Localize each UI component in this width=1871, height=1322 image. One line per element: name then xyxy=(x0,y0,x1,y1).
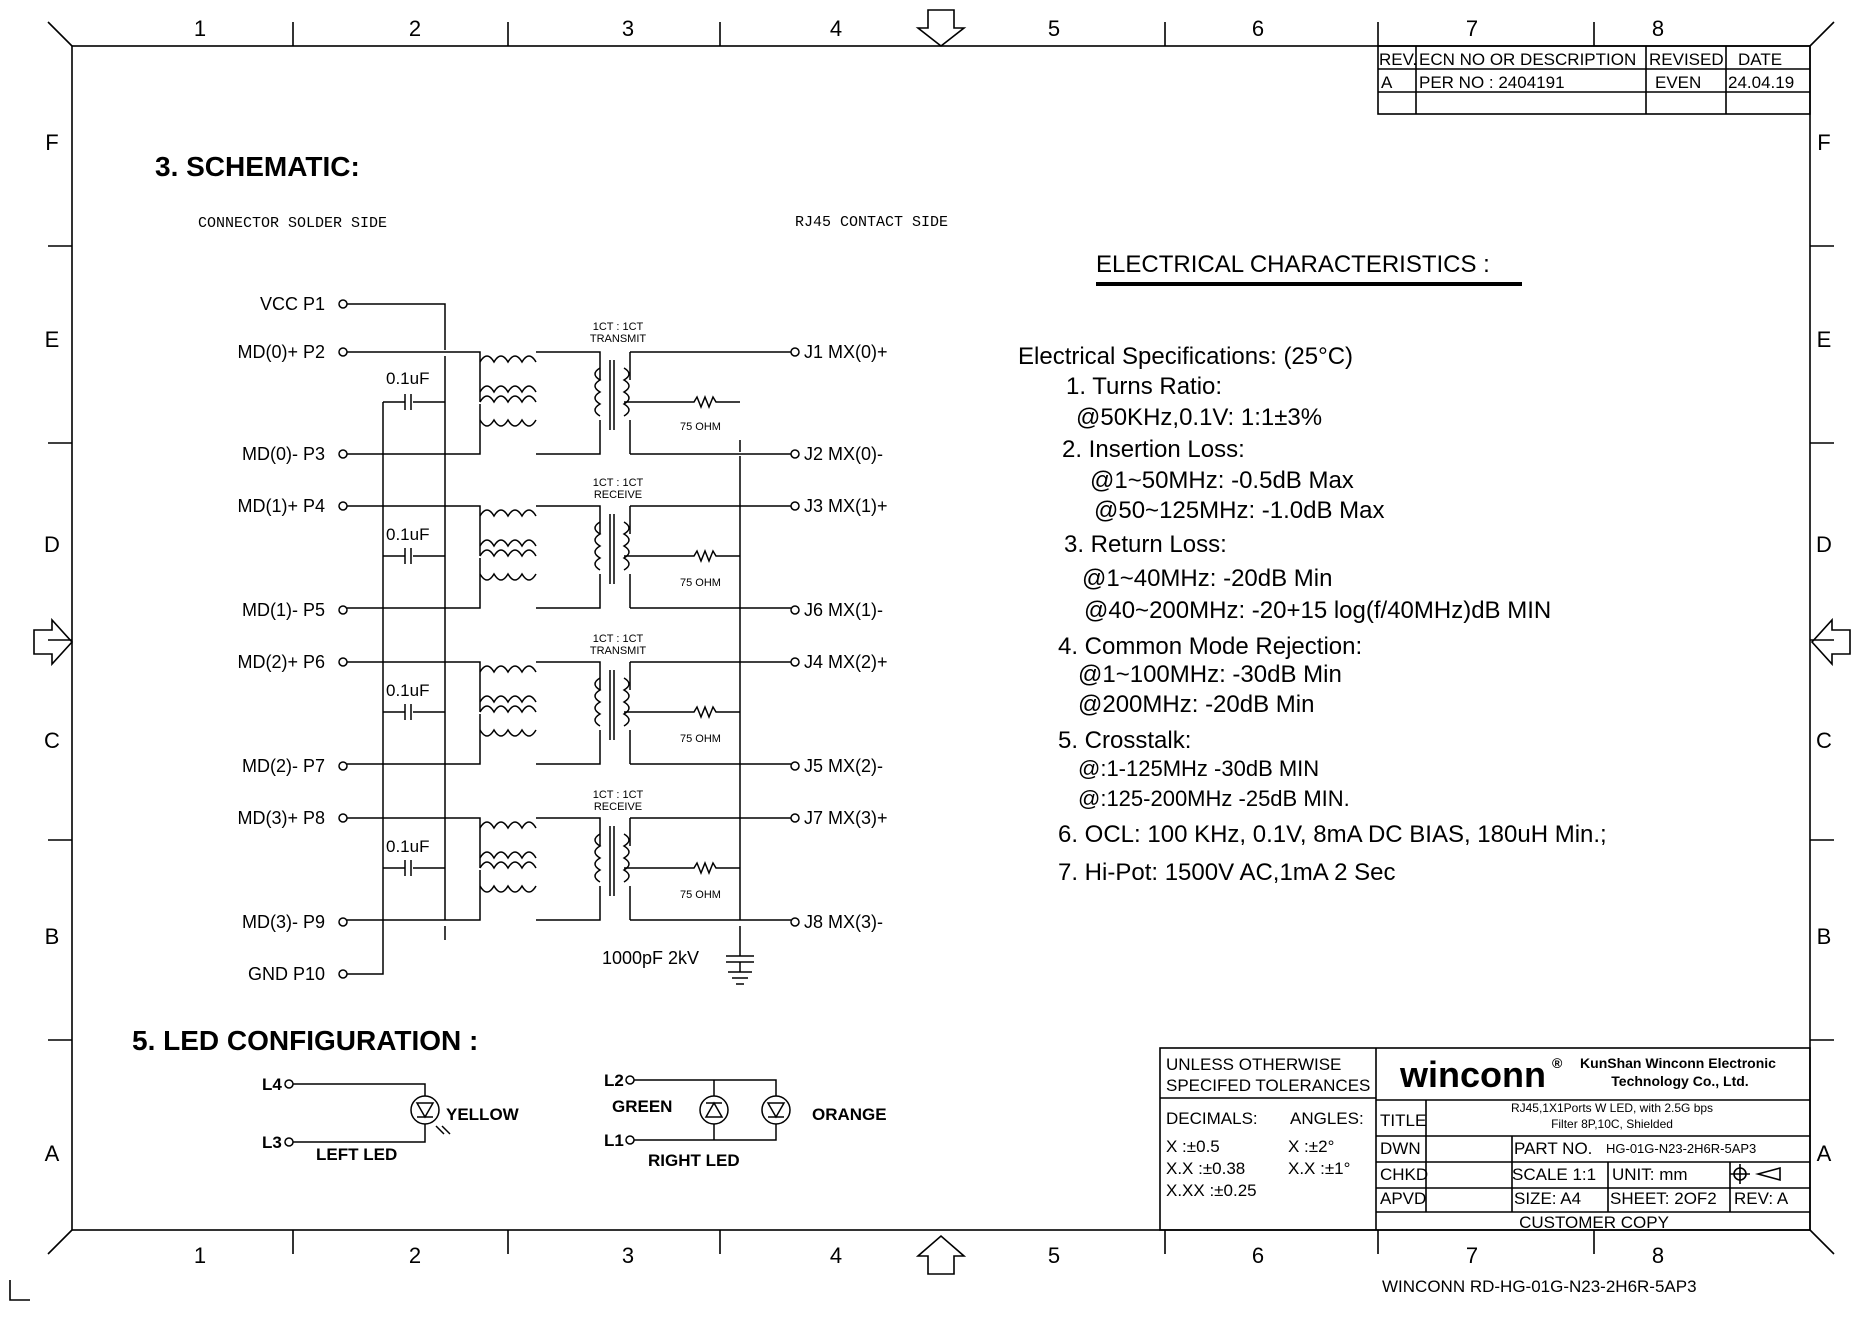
ang-x: X :±2° xyxy=(1288,1137,1335,1156)
electrical-title: ELECTRICAL CHARACTERISTICS : xyxy=(1096,251,1490,278)
zone-row-right: A xyxy=(1816,1141,1832,1166)
zone-row-left: A xyxy=(44,1141,60,1166)
channel-ratio: 1CT : 1CT xyxy=(592,321,644,333)
tol-xxx: X.XX :±0.25 xyxy=(1166,1181,1257,1200)
zone-row-right: F xyxy=(1817,130,1831,155)
hv-cap-label: 1000pF 2kV xyxy=(602,948,700,968)
led-config-title: 5. LED CONFIGURATION : xyxy=(132,1025,479,1056)
part-no-value: HG-01G-N23-2H6R-5AP3 xyxy=(1606,1141,1757,1156)
channel-resistor: 75 OHM xyxy=(680,733,721,745)
zone-row-right: D xyxy=(1816,532,1832,557)
spec-line: Electrical Specifications: (25°C) xyxy=(1018,343,1354,370)
zone-col-bottom: 7 xyxy=(1465,1243,1479,1268)
pin-label-left: MD(0)+ P2 xyxy=(237,342,325,362)
spec-line: @1~100MHz: -30dB Min xyxy=(1078,661,1342,688)
tolerances-title-2: SPECIFED TOLERANCES xyxy=(1166,1076,1371,1095)
channel-mode: TRANSMIT xyxy=(589,333,647,345)
rev-header-date: DATE xyxy=(1738,50,1783,69)
pin-label-right: J5 MX(2)- xyxy=(804,756,884,776)
pin-label-right: J7 MX(3)+ xyxy=(804,808,888,828)
zone-row-right: C xyxy=(1816,728,1832,753)
company-name-1: KunShan Winconn Electronic xyxy=(1580,1055,1776,1071)
channel-mode: RECEIVE xyxy=(593,801,643,813)
zone-col-bottom: 2 xyxy=(408,1243,422,1268)
size-value: SIZE: A4 xyxy=(1514,1189,1582,1208)
zone-col-top: 2 xyxy=(408,16,422,41)
spec-line: 4. Common Mode Rejection: xyxy=(1058,633,1363,660)
channel-mode: TRANSMIT xyxy=(589,645,647,657)
spec-line: @:1-125MHz -30dB MIN xyxy=(1078,756,1320,781)
led-right-label: RIGHT LED xyxy=(648,1151,740,1170)
spec-line: @:125-200MHz -25dB MIN. xyxy=(1078,786,1350,811)
spec-line: @200MHz: -20dB Min xyxy=(1078,691,1315,718)
pin-label-left: MD(1)+ P4 xyxy=(237,496,325,516)
centering-arrow-right xyxy=(1812,620,1850,664)
title-label: TITLE xyxy=(1380,1111,1427,1130)
pin-label-right: J6 MX(1)- xyxy=(804,600,884,620)
zone-col-top: 8 xyxy=(1651,16,1665,41)
rev-value: REV: A xyxy=(1734,1189,1789,1208)
channel-resistor: 75 OHM xyxy=(680,577,721,589)
pin-label-left: MD(3)- P9 xyxy=(241,912,325,932)
rev-cell-revised: EVEN xyxy=(1655,73,1702,92)
pin-label-left: MD(2)- P7 xyxy=(241,756,325,776)
channel-cap: 0.1uF xyxy=(386,525,430,544)
pin-label-right: J1 MX(0)+ xyxy=(804,342,888,362)
part-no-label: PART NO. xyxy=(1514,1139,1593,1158)
zone-col-bottom: 1 xyxy=(193,1243,207,1268)
channel-resistor: 75 OHM xyxy=(680,421,721,433)
pin-label-left: GND P10 xyxy=(247,964,325,984)
drawing-number: WINCONN RD-HG-01G-N23-2H6R-5AP3 xyxy=(1382,1277,1697,1296)
led-left-pin-top: L4 xyxy=(262,1075,282,1094)
channel-ratio: 1CT : 1CT xyxy=(592,789,644,801)
channel-ratio: 1CT : 1CT xyxy=(592,633,644,645)
channel-blocks xyxy=(347,352,791,920)
apvd-label: APVD xyxy=(1380,1189,1427,1208)
decimals-label: DECIMALS: xyxy=(1166,1109,1258,1128)
zone-row-left: E xyxy=(44,327,60,352)
angles-label: ANGLES: xyxy=(1290,1109,1364,1128)
spec-line: 2. Insertion Loss: xyxy=(1062,436,1245,463)
rev-cell-description: PER NO : 2404191 xyxy=(1419,73,1565,92)
pin-label-left: MD(1)- P5 xyxy=(241,600,325,620)
spec-line: 5. Crosstalk: xyxy=(1058,727,1192,754)
led-right-pin-top: L2 xyxy=(604,1071,624,1090)
led-left-color: YELLOW xyxy=(446,1105,519,1124)
channel-mode: RECEIVE xyxy=(593,489,643,501)
rev-cell-date: 24.04.19 xyxy=(1728,73,1795,92)
pin-label-left: MD(3)+ P8 xyxy=(237,808,325,828)
spec-line: @40~200MHz: -20+15 log(f/40MHz)dB MIN xyxy=(1084,597,1552,624)
ang-xx: X.X :±1° xyxy=(1288,1159,1351,1178)
zone-col-bottom: 5 xyxy=(1047,1243,1061,1268)
spec-line: 6. OCL: 100 KHz, 0.1V, 8mA DC BIAS, 180uH Min.; xyxy=(1058,821,1607,848)
pin-label-right: J2 MX(0)- xyxy=(804,444,884,464)
led-left-pin-bottom: L3 xyxy=(262,1133,282,1152)
zone-col-top: 6 xyxy=(1251,16,1265,41)
zone-row-left: B xyxy=(44,924,60,949)
led-right-pin-bottom: L1 xyxy=(604,1131,624,1150)
brand-logo: winconn xyxy=(1400,1054,1546,1095)
led-right-color-right: ORANGE xyxy=(812,1105,887,1124)
tol-x: X :±0.5 xyxy=(1166,1137,1220,1156)
tol-xx: X.X :±0.38 xyxy=(1166,1159,1246,1178)
channel-ratio: 1CT : 1CT xyxy=(592,477,644,489)
pin-label-right: J8 MX(3)- xyxy=(804,912,884,932)
channel-cap: 0.1uF xyxy=(386,837,430,856)
customer-copy: CUSTOMER COPY xyxy=(1519,1213,1669,1232)
zone-col-bottom: 4 xyxy=(829,1243,843,1268)
scale-value: SCALE 1:1 xyxy=(1512,1165,1597,1184)
pin-label-left: MD(0)- P3 xyxy=(241,444,325,464)
unit-value: UNIT: mm xyxy=(1612,1165,1688,1184)
pin-label-right: J4 MX(2)+ xyxy=(804,652,888,672)
title-line-1: RJ45,1X1Ports W LED, with 2.5G bps xyxy=(1510,1101,1714,1115)
zone-col-top: 7 xyxy=(1465,16,1479,41)
zone-col-top: 5 xyxy=(1047,16,1061,41)
brand-reg-mark: ® xyxy=(1552,1055,1563,1071)
rev-header-rev: REV. xyxy=(1379,50,1418,69)
channel-resistor: 75 OHM xyxy=(680,889,721,901)
zone-col-bottom: 8 xyxy=(1651,1243,1665,1268)
connector-solder-side-label: CONNECTOR SOLDER SIDE xyxy=(198,215,388,232)
zone-row-left: F xyxy=(45,130,59,155)
spec-line: 1. Turns Ratio: xyxy=(1066,373,1223,400)
led-left-label: LEFT LED xyxy=(316,1145,398,1164)
zone-row-left: C xyxy=(44,728,60,753)
rj45-contact-side-label: RJ45 CONTACT SIDE xyxy=(795,214,949,231)
company-name-2: Technology Co., Ltd. xyxy=(1611,1073,1749,1089)
zone-row-right: E xyxy=(1816,327,1832,352)
zone-col-bottom: 3 xyxy=(621,1243,635,1268)
centering-arrow-bottom xyxy=(918,1236,964,1274)
zone-col-top: 3 xyxy=(621,16,635,41)
revision-table xyxy=(1378,46,1810,114)
spec-line: 3. Return Loss: xyxy=(1064,531,1227,558)
spec-line: @50~125MHz: -1.0dB Max xyxy=(1094,497,1385,524)
dwn-label: DWN xyxy=(1380,1139,1421,1158)
led-wiring xyxy=(285,1076,790,1146)
zone-row-right: B xyxy=(1816,924,1832,949)
sheet-value: SHEET: 2OF2 xyxy=(1610,1189,1717,1208)
schematic-title: 3. SCHEMATIC: xyxy=(155,151,360,182)
channel-cap: 0.1uF xyxy=(386,369,430,388)
spec-line: 7. Hi-Pot: 1500V AC,1mA 2 Sec xyxy=(1058,859,1396,886)
centering-arrow-top xyxy=(918,10,964,46)
spec-line: @1~50MHz: -0.5dB Max xyxy=(1090,467,1354,494)
rev-header-description: ECN NO OR DESCRIPTION xyxy=(1419,50,1637,69)
zone-col-top: 4 xyxy=(829,16,843,41)
chkd-label: CHKD xyxy=(1380,1165,1429,1184)
rev-cell-rev: A xyxy=(1381,73,1393,92)
zone-col-top: 1 xyxy=(193,16,207,41)
rev-header-revised: REVISED xyxy=(1649,50,1724,69)
pin-label-right: J3 MX(1)+ xyxy=(804,496,888,516)
zone-row-left: D xyxy=(44,532,60,557)
pin-label-left: MD(2)+ P6 xyxy=(237,652,325,672)
channel-cap: 0.1uF xyxy=(386,681,430,700)
title-line-2: Filter 8P,10C, Shielded xyxy=(1551,1117,1673,1131)
tolerances-title-1: UNLESS OTHERWISE xyxy=(1166,1055,1342,1074)
zone-col-bottom: 6 xyxy=(1251,1243,1265,1268)
centering-arrow-left xyxy=(34,620,72,664)
led-right-color-left: GREEN xyxy=(612,1097,673,1116)
pin-label-left: VCC P1 xyxy=(259,294,325,314)
spec-line: @1~40MHz: -20dB Min xyxy=(1082,565,1333,592)
spec-line: @50KHz,0.1V: 1:1±3% xyxy=(1076,404,1323,431)
